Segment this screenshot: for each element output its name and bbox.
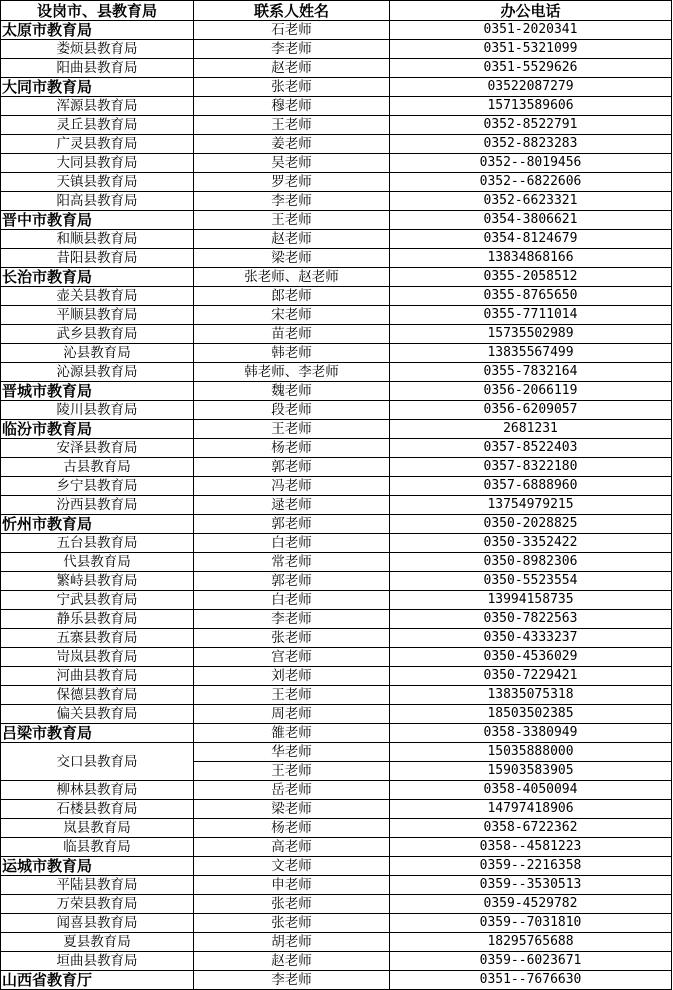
table-row (1, 496, 672, 515)
table-row (1, 800, 672, 819)
office-phone-cell: 15035888000 (390, 743, 672, 762)
table-row (1, 515, 672, 534)
contact-name-cell: 杨老师 (194, 819, 390, 838)
city-bureau-cell: 长治市教育局 (1, 268, 194, 287)
county-bureau-cell: 壶关县教育局 (1, 287, 194, 306)
office-phone-cell: 0351--7676630 (390, 971, 672, 990)
header-phone: 办公电话 (390, 1, 672, 21)
office-phone-cell: 0350-4536029 (390, 648, 672, 667)
county-bureau-cell: 静乐县教育局 (1, 610, 194, 629)
office-phone-cell: 0358--4581223 (390, 838, 672, 857)
office-phone-cell: 0351-5529626 (390, 59, 672, 78)
table-row (1, 971, 672, 990)
county-bureau-cell: 乡宁县教育局 (1, 477, 194, 496)
county-bureau-cell: 昔阳县教育局 (1, 249, 194, 268)
table-row (1, 895, 672, 914)
county-bureau-cell: 汾西县教育局 (1, 496, 194, 515)
contact-name-cell: 王老师 (194, 686, 390, 705)
contact-name-cell: 高老师 (194, 838, 390, 857)
office-phone-cell: 0354-8124679 (390, 230, 672, 249)
contact-name-cell: 华老师 (194, 743, 390, 762)
table-row (1, 211, 672, 230)
office-phone-cell: 0356-6209057 (390, 401, 672, 420)
table-row (1, 781, 672, 800)
county-bureau-cell: 垣曲县教育局 (1, 952, 194, 971)
table-row (1, 629, 672, 648)
contact-name-cell: 梁老师 (194, 249, 390, 268)
county-bureau-cell: 安泽县教育局 (1, 439, 194, 458)
table-row (1, 344, 672, 363)
city-bureau-cell: 吕梁市教育局 (1, 724, 194, 743)
county-bureau-cell: 广灵县教育局 (1, 135, 194, 154)
county-bureau-cell: 代县教育局 (1, 553, 194, 572)
office-phone-cell: 0358-3380949 (390, 724, 672, 743)
contact-name-cell: 王老师 (194, 116, 390, 135)
contact-name-cell: 李老师 (194, 192, 390, 211)
contact-name-cell: 王老师 (194, 211, 390, 230)
table-row (1, 116, 672, 135)
table-row (1, 249, 672, 268)
table-row (1, 743, 672, 762)
table-row (1, 648, 672, 667)
county-bureau-cell: 阳高县教育局 (1, 192, 194, 211)
county-bureau-cell: 娄烦县教育局 (1, 40, 194, 59)
office-phone-cell: 0350-7229421 (390, 667, 672, 686)
county-bureau-cell: 繁峙县教育局 (1, 572, 194, 591)
contact-name-cell: 白老师 (194, 534, 390, 553)
table-row (1, 857, 672, 876)
office-phone-cell: 0355-7832164 (390, 363, 672, 382)
table-row (1, 382, 672, 401)
table-row (1, 458, 672, 477)
contact-name-cell: 郭老师 (194, 458, 390, 477)
office-phone-cell: 0359-4529782 (390, 895, 672, 914)
contact-name-cell: 郭老师 (194, 515, 390, 534)
office-phone-cell: 0358-6722362 (390, 819, 672, 838)
county-bureau-cell: 偏关县教育局 (1, 705, 194, 724)
table-row (1, 40, 672, 59)
county-bureau-cell: 平顺县教育局 (1, 306, 194, 325)
county-bureau-cell: 沁县教育局 (1, 344, 194, 363)
city-bureau-cell: 晋中市教育局 (1, 211, 194, 230)
office-phone-cell: 0350-8982306 (390, 553, 672, 572)
table-row (1, 553, 672, 572)
contact-name-cell: 逯老师 (194, 496, 390, 515)
table-row (1, 667, 672, 686)
table-row (1, 724, 672, 743)
county-bureau-cell: 沁源县教育局 (1, 363, 194, 382)
contact-name-cell: 白老师 (194, 591, 390, 610)
county-bureau-cell: 岢岚县教育局 (1, 648, 194, 667)
office-phone-cell: 0359--7031810 (390, 914, 672, 933)
table-row (1, 705, 672, 724)
office-phone-cell: 0355-8765650 (390, 287, 672, 306)
table-row (1, 97, 672, 116)
contact-name-cell: 郭老师 (194, 572, 390, 591)
contact-name-cell: 赵老师 (194, 952, 390, 971)
table-body (1, 21, 672, 990)
contact-name-cell: 韩老师、李老师 (194, 363, 390, 382)
header-row (1, 1, 672, 21)
table-row (1, 173, 672, 192)
office-phone-cell: 13834868166 (390, 249, 672, 268)
contact-name-cell: 张老师 (194, 78, 390, 97)
office-phone-cell: 0358-4050094 (390, 781, 672, 800)
table-row (1, 914, 672, 933)
contact-name-cell: 张老师、赵老师 (194, 268, 390, 287)
contact-name-cell: 王老师 (194, 420, 390, 439)
table-row (1, 933, 672, 952)
city-bureau-cell: 晋城市教育局 (1, 382, 194, 401)
county-bureau-cell: 五台县教育局 (1, 534, 194, 553)
office-phone-cell: 0359--3530513 (390, 876, 672, 895)
table-row (1, 838, 672, 857)
header-org: 设岗市、县教育局 (1, 1, 194, 21)
contact-name-cell: 文老师 (194, 857, 390, 876)
county-bureau-cell: 平陆县教育局 (1, 876, 194, 895)
county-bureau-cell: 柳林县教育局 (1, 781, 194, 800)
city-bureau-cell: 山西省教育厅 (1, 971, 194, 990)
office-phone-cell: 13994158735 (390, 591, 672, 610)
county-bureau-cell: 闻喜县教育局 (1, 914, 194, 933)
table-row (1, 420, 672, 439)
table-row (1, 78, 672, 97)
county-bureau-cell: 天镇县教育局 (1, 173, 194, 192)
county-bureau-cell: 浑源县教育局 (1, 97, 194, 116)
contact-name-cell: 罗老师 (194, 173, 390, 192)
contact-name-cell: 申老师 (194, 876, 390, 895)
contact-name-cell: 穆老师 (194, 97, 390, 116)
office-phone-cell: 13754979215 (390, 496, 672, 515)
county-bureau-cell: 河曲县教育局 (1, 667, 194, 686)
table-row (1, 192, 672, 211)
contact-name-cell: 石老师 (194, 21, 390, 40)
contact-name-cell: 李老师 (194, 610, 390, 629)
contact-name-cell: 冯老师 (194, 477, 390, 496)
contact-name-cell: 王老师 (194, 762, 390, 781)
office-phone-cell: 0354-3806621 (390, 211, 672, 230)
table-row (1, 477, 672, 496)
contact-name-cell: 郎老师 (194, 287, 390, 306)
county-bureau-cell: 万荣县教育局 (1, 895, 194, 914)
office-phone-cell: 15903583905 (390, 762, 672, 781)
city-bureau-cell: 忻州市教育局 (1, 515, 194, 534)
table-row (1, 686, 672, 705)
office-phone-cell: 0352-8522791 (390, 116, 672, 135)
contact-name-cell: 常老师 (194, 553, 390, 572)
office-phone-cell: 0357-6888960 (390, 477, 672, 496)
office-phone-cell: 0350-4333237 (390, 629, 672, 648)
table-row (1, 59, 672, 78)
header-contact: 联系人姓名 (194, 1, 390, 21)
city-bureau-cell: 运城市教育局 (1, 857, 194, 876)
contact-name-cell: 刘老师 (194, 667, 390, 686)
table-row (1, 325, 672, 344)
contact-name-cell: 李老师 (194, 971, 390, 990)
office-phone-cell: 0359--2216358 (390, 857, 672, 876)
contact-name-cell: 雒老师 (194, 724, 390, 743)
office-phone-cell: 15713589606 (390, 97, 672, 116)
contact-name-cell: 赵老师 (194, 59, 390, 78)
contact-name-cell: 宫老师 (194, 648, 390, 667)
county-bureau-cell: 古县教育局 (1, 458, 194, 477)
table-row (1, 306, 672, 325)
county-bureau-cell: 和顺县教育局 (1, 230, 194, 249)
office-phone-cell: 18295765688 (390, 933, 672, 952)
county-bureau-cell: 保德县教育局 (1, 686, 194, 705)
office-phone-cell: 0352--8019456 (390, 154, 672, 173)
city-bureau-cell: 大同市教育局 (1, 78, 194, 97)
office-phone-cell: 0357-8322180 (390, 458, 672, 477)
county-bureau-cell: 夏县教育局 (1, 933, 194, 952)
office-phone-cell: 0357-8522403 (390, 439, 672, 458)
office-phone-cell: 0350-2028825 (390, 515, 672, 534)
county-bureau-cell: 石楼县教育局 (1, 800, 194, 819)
county-bureau-cell: 阳曲县教育局 (1, 59, 194, 78)
office-phone-cell: 0355-7711014 (390, 306, 672, 325)
contact-name-cell: 姜老师 (194, 135, 390, 154)
contact-name-cell: 梁老师 (194, 800, 390, 819)
county-bureau-cell: 五寨县教育局 (1, 629, 194, 648)
office-phone-cell: 13835567499 (390, 344, 672, 363)
contact-name-cell: 张老师 (194, 914, 390, 933)
city-bureau-cell: 临汾市教育局 (1, 420, 194, 439)
office-phone-cell: 0352-6623321 (390, 192, 672, 211)
table-row (1, 21, 672, 40)
office-phone-cell: 0359--6023671 (390, 952, 672, 971)
office-phone-cell: 0356-2066119 (390, 382, 672, 401)
county-bureau-cell: 灵丘县教育局 (1, 116, 194, 135)
table-row (1, 819, 672, 838)
city-bureau-cell: 太原市教育局 (1, 21, 194, 40)
county-bureau-cell: 宁武县教育局 (1, 591, 194, 610)
table-row (1, 591, 672, 610)
table-row (1, 230, 672, 249)
county-bureau-cell: 临县教育局 (1, 838, 194, 857)
office-phone-cell: 0352--6822606 (390, 173, 672, 192)
county-bureau-cell: 交口县教育局 (1, 743, 194, 781)
office-phone-cell: 0352-8823283 (390, 135, 672, 154)
contact-name-cell: 苗老师 (194, 325, 390, 344)
office-phone-cell: 03522087279 (390, 78, 672, 97)
office-phone-cell: 0350-7822563 (390, 610, 672, 629)
table-row (1, 952, 672, 971)
table-row (1, 876, 672, 895)
office-phone-cell: 0355-2058512 (390, 268, 672, 287)
contact-name-cell: 魏老师 (194, 382, 390, 401)
office-phone-cell: 18503502385 (390, 705, 672, 724)
contact-name-cell: 杨老师 (194, 439, 390, 458)
contact-name-cell: 张老师 (194, 895, 390, 914)
contact-name-cell: 宋老师 (194, 306, 390, 325)
office-phone-cell: 0350-3352422 (390, 534, 672, 553)
table-row (1, 610, 672, 629)
office-phone-cell: 14797418906 (390, 800, 672, 819)
county-bureau-cell: 陵川县教育局 (1, 401, 194, 420)
contact-name-cell: 韩老师 (194, 344, 390, 363)
contact-name-cell: 吴老师 (194, 154, 390, 173)
table-row (1, 401, 672, 420)
table-row (1, 534, 672, 553)
table-row (1, 439, 672, 458)
contact-name-cell: 胡老师 (194, 933, 390, 952)
table-row (1, 363, 672, 382)
office-phone-cell: 0351-2020341 (390, 21, 672, 40)
contact-name-cell: 岳老师 (194, 781, 390, 800)
contact-name-cell: 周老师 (194, 705, 390, 724)
county-bureau-cell: 大同县教育局 (1, 154, 194, 173)
county-bureau-cell: 岚县教育局 (1, 819, 194, 838)
table-row (1, 572, 672, 591)
office-phone-cell: 15735502989 (390, 325, 672, 344)
county-bureau-cell: 武乡县教育局 (1, 325, 194, 344)
office-phone-cell: 0351-5321099 (390, 40, 672, 59)
contact-name-cell: 赵老师 (194, 230, 390, 249)
contact-name-cell: 张老师 (194, 629, 390, 648)
contact-name-cell: 李老师 (194, 40, 390, 59)
contact-name-cell: 段老师 (194, 401, 390, 420)
office-phone-cell: 2681231 (390, 420, 672, 439)
table-row (1, 287, 672, 306)
table-row (1, 135, 672, 154)
office-phone-cell: 13835075318 (390, 686, 672, 705)
office-phone-cell: 0350-5523554 (390, 572, 672, 591)
table-row (1, 268, 672, 287)
table-row (1, 154, 672, 173)
